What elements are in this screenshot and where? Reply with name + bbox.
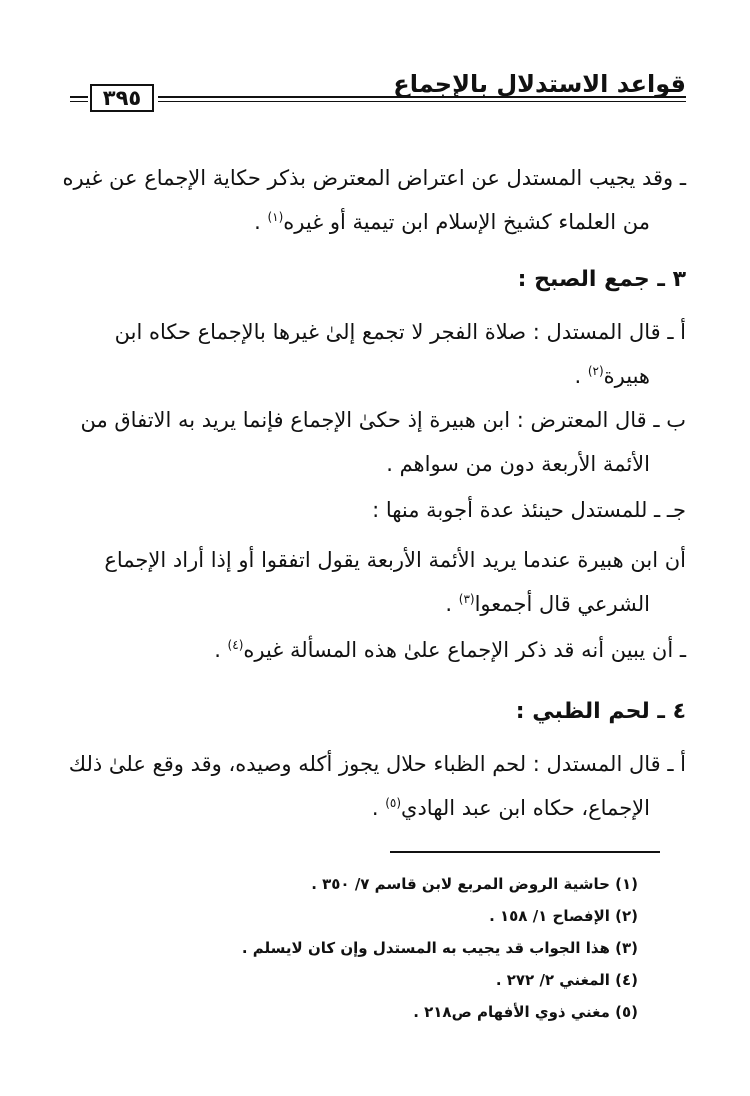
section-heading: ٤ ـ لحم الظبي : xyxy=(515,699,686,724)
text-line: هبيرة$^{(٢)}$ . xyxy=(574,364,650,388)
footnote-ref: (٣) xyxy=(458,592,475,606)
paragraph xyxy=(70,490,686,534)
footnote: (١) حاشية الروض المربع لابن قاسم ٧/ ٣٥٠ . xyxy=(311,875,638,893)
paragraph xyxy=(70,312,686,400)
footnote-ref: (١) xyxy=(267,210,284,224)
paragraph xyxy=(70,400,686,488)
section-heading: ٣ ـ جمع الصبح : xyxy=(517,267,686,292)
footnote-ref: (٢) xyxy=(587,364,604,378)
text-line: من العلماء كشيخ الإسلام ابن تيمية أو غيره$^{(١)}$ . xyxy=(254,210,650,234)
footnote: (٣) هذا الجواب قد يجيب به المستدل وإن كان لايسلم . xyxy=(241,939,638,957)
page-number: ٣٩٥ xyxy=(90,84,154,112)
header-rule xyxy=(70,96,88,98)
footnote-ref: (٤) xyxy=(227,638,244,652)
text-line: ـ أن يبين أنه قد ذكر الإجماع علىٰ هذه المسألة غيره$^{(٤)}$ . xyxy=(214,638,686,662)
running-title: قواعد الاستدلال بالإجماع xyxy=(393,70,686,98)
text-line: ب ـ قال المعترض : ابن هبيرة إذ حكىٰ الإجماع فإنما يريد به الاتفاق من xyxy=(80,408,686,432)
text-line: أن ابن هبيرة عندما يريد الأئمة الأربعة يقول اتفقوا أو إذا أراد الإجماع xyxy=(104,548,686,572)
header-rule xyxy=(158,96,686,98)
text-line: أ ـ قال المستدل : صلاة الفجر لا تجمع إلىٰ غيرها بالإجماع حكاه ابن xyxy=(114,320,686,344)
paragraph xyxy=(62,158,686,246)
text-line: الشرعي قال أجمعوا$^{(٣)}$ . xyxy=(445,592,650,616)
text-line: الإجماع، حكاه ابن عبد الهادي$^{(٥)}$ . xyxy=(371,796,650,820)
footnote-separator xyxy=(390,851,660,853)
footnote: (٥) مغني ذوي الأفهام ص٢١٨ . xyxy=(413,1003,638,1021)
header-rule xyxy=(158,101,686,102)
paragraph xyxy=(70,630,686,674)
footnote: (٢) الإفصاح ١/ ١٥٨ . xyxy=(489,907,638,925)
header-rule xyxy=(70,101,88,102)
footnotes xyxy=(242,868,638,1028)
footnote: (٤) المغني ٢/ ٢٧٢ . xyxy=(495,971,638,989)
text-line: ـ وقد يجيب المستدل عن اعتراض المعترض بذكر حكاية الإجماع عن غيره xyxy=(62,166,686,190)
paragraph xyxy=(70,540,686,628)
text-line: جـ ـ للمستدل حينئذ عدة أجوبة منها : xyxy=(372,498,686,522)
page-header xyxy=(70,68,686,114)
text-line: الأئمة الأربعة دون من سواهم . xyxy=(386,452,650,476)
footnote-ref: (٥) xyxy=(385,796,402,810)
paragraph xyxy=(70,744,686,832)
text-line: أ ـ قال المستدل : لحم الظباء حلال يجوز أكله وصيده، وقد وقع علىٰ ذلك xyxy=(68,752,686,776)
